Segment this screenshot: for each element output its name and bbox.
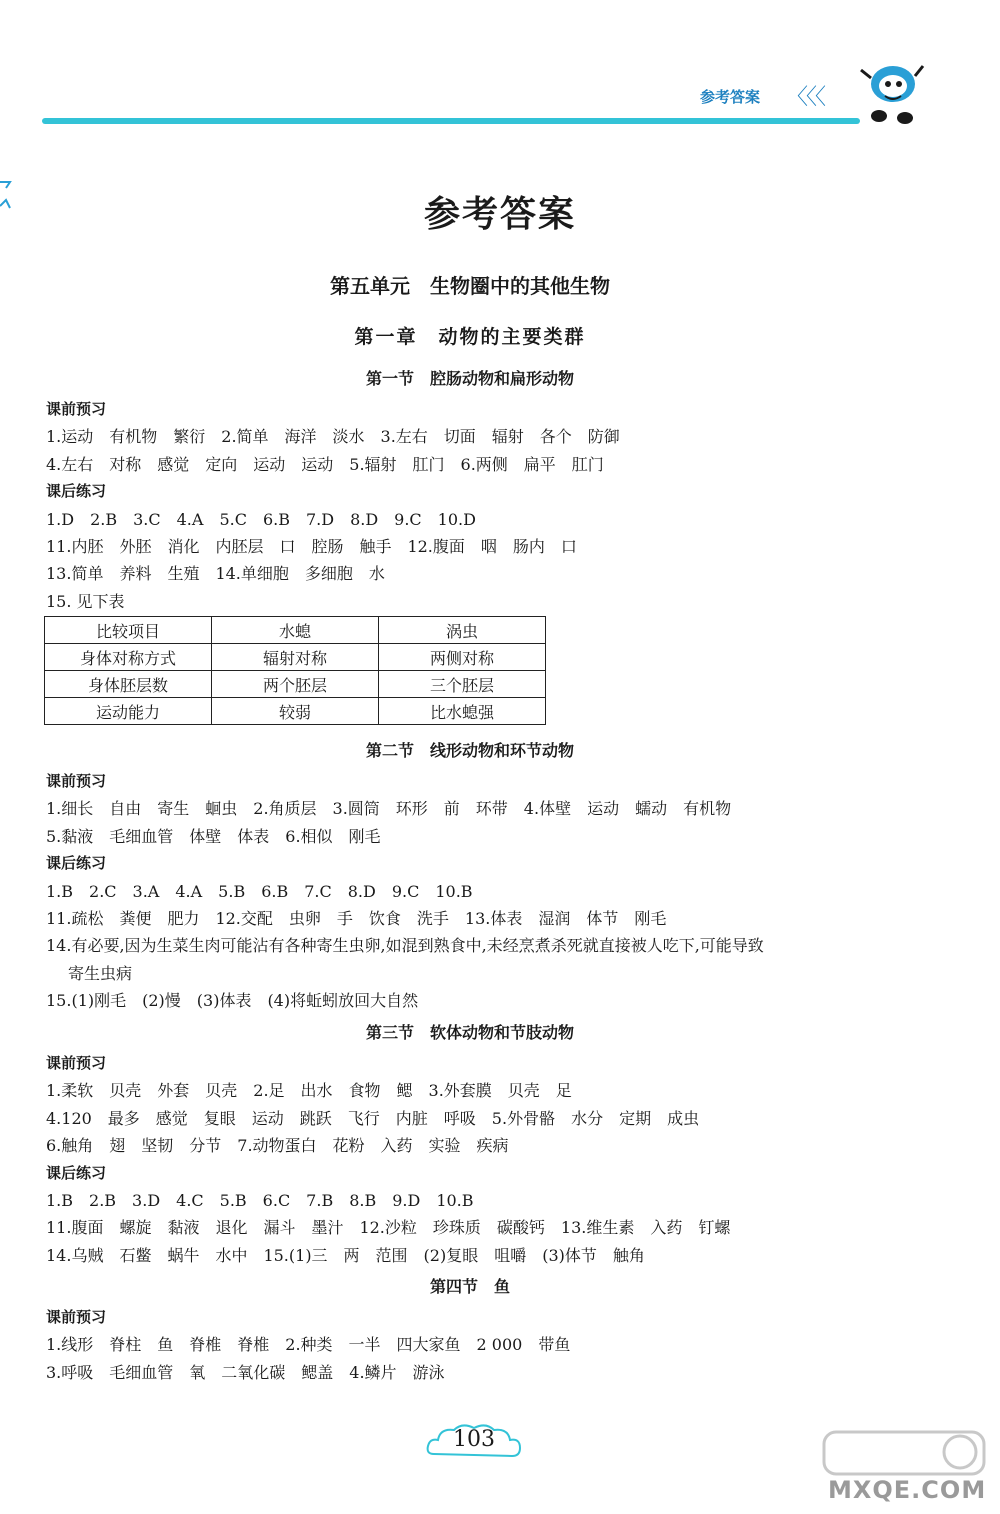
chapter-title: 第一章 动物的主要类群 — [354, 326, 586, 348]
header-arrows: 〈〈〈 — [786, 85, 825, 110]
answer-line: 11.腹面 螺旋 黏液 退化 漏斗 墨汁 12.沙粒 珍珠质 碳酸钙 13.维生素 入药 钉螺 — [46, 1218, 731, 1238]
table-row — [45, 617, 546, 644]
section-title: 第三节 软体动物和节肢动物 — [365, 1023, 574, 1042]
answer-line: 11.疏松 粪便 肥力 12.交配 虫卵 手 饮食 洗手 13.体表 湿润 体节 刚毛 — [46, 909, 667, 929]
pre-study-heading: 课前预习 — [46, 1308, 107, 1326]
answer-line: 14.乌贼 石鳖 蜗牛 水中 15.(1)三 两 范围 (2)复眼 咀嚼 (3)体节 触角 — [46, 1245, 645, 1265]
answer-line: 1.柔软 贝壳 外套 贝壳 2.足 出水 食物 鳃 3.外套膜 贝壳 足 — [46, 1081, 572, 1101]
table-cell: 运动能力 — [45, 698, 212, 725]
table-cell: 比较项目 — [45, 617, 212, 644]
table-row — [45, 698, 546, 725]
table-cell: 三个胚层 — [379, 671, 546, 698]
section-body — [46, 1050, 926, 1269]
answer-line: 3.呼吸 毛细血管 氧 二氧化碳 鳃盖 4.鳞片 游泳 — [46, 1362, 445, 1382]
answer-line: 4.120 最多 感觉 复眼 运动 跳跃 飞行 内脏 呼吸 5.外骨骼 水分 定期 成虫 — [46, 1108, 700, 1128]
section-title: 第二节 线形动物和环节动物 — [365, 741, 574, 760]
table-row — [45, 644, 546, 671]
page-number: 103 — [453, 1427, 495, 1452]
answer-line: 1.运动 有机物 繁衍 2.简单 海洋 淡水 3.左右 切面 辐射 各个 防御 — [46, 427, 620, 447]
table-cell: 身体胚层数 — [45, 671, 212, 698]
page-title: 参考答案 — [423, 193, 576, 235]
table-cell: 涡虫 — [379, 617, 546, 644]
watermark-text: MXQE.COM — [828, 1476, 987, 1504]
table-cell: 身体对称方式 — [45, 644, 212, 671]
pre-study-heading: 课前预习 — [46, 1054, 107, 1072]
answer-line: 1.B 2.C 3.A 4.A 5.B 6.B 7.C 8.D 9.C 10.B — [46, 881, 473, 901]
answer-line: 6.触角 翅 坚韧 分节 7.动物蛋白 花粉 入药 实验 疾病 — [46, 1136, 509, 1156]
unit-title: 第五单元 生物圈中的其他生物 — [330, 274, 610, 298]
post-practice-heading: 课后练习 — [46, 854, 107, 873]
comparison-table — [44, 616, 546, 725]
header-label: 参考答案 — [700, 88, 761, 106]
pre-study-heading: 课前预习 — [46, 772, 107, 790]
post-practice-heading: 课后练习 — [46, 1163, 107, 1182]
answer-line: 15.(1)刚毛 (2)慢 (3)体表 (4)将蚯蚓放回大自然 — [46, 991, 419, 1011]
table-cell: 两侧对称 — [379, 644, 546, 671]
table-cell: 较弱 — [212, 698, 379, 725]
post-practice-heading: 课后练习 — [46, 482, 107, 501]
mascot-icon — [855, 56, 925, 131]
table-row — [45, 671, 546, 698]
section-title: 第一节 腔肠动物和扁形动物 — [365, 369, 574, 388]
answer-line: 11.内胚 外胚 消化 内胚层 口 腔肠 触手 12.腹面 咽 肠内 口 — [46, 537, 577, 557]
answer-line: 15. 见下表 — [46, 591, 125, 611]
header-rule — [42, 118, 860, 124]
answer-line: 5.黏液 毛细血管 体壁 体表 6.相似 刚毛 — [46, 826, 381, 846]
table-cell: 比水螅强 — [379, 698, 546, 725]
answer-line: 4.左右 对称 感觉 定向 运动 运动 5.辐射 肛门 6.两侧 扁平 肛门 — [46, 454, 604, 474]
table-cell: 两个胚层 — [212, 671, 379, 698]
section-body — [46, 396, 926, 615]
answer-line: 13.简单 养料 生殖 14.单细胞 多细胞 水 — [46, 564, 385, 584]
section-body — [46, 768, 926, 1015]
pre-study-heading: 课前预习 — [46, 400, 107, 418]
answer-line: 1.B 2.B 3.D 4.C 5.B 6.C 7.B 8.B 9.D 10.B — [46, 1191, 474, 1211]
table-cell: 辐射对称 — [212, 644, 379, 671]
section-body — [46, 1304, 926, 1386]
answer-line: 1.D 2.B 3.C 4.A 5.C 6.B 7.D 8.D 9.C 10.D — [46, 509, 476, 529]
answer-line: 寄生虫病 — [68, 963, 133, 983]
answer-line: 1.线形 脊柱 鱼 脊椎 脊椎 2.种类 一半 四大家鱼 2 000 带鱼 — [46, 1335, 571, 1355]
table-cell: 水螅 — [212, 617, 379, 644]
answer-line: 14.有必要,因为生菜生肉可能沾有各种寄生虫卵,如混到熟食中,未经烹煮杀死就直接被人吃下,可能导致 — [46, 936, 764, 956]
section-title: 第四节 鱼 — [429, 1277, 510, 1296]
answer-line: 1.细长 自由 寄生 蛔虫 2.角质层 3.圆筒 环形 前 环带 4.体壁 运动 蠕动 有机物 — [46, 799, 732, 819]
